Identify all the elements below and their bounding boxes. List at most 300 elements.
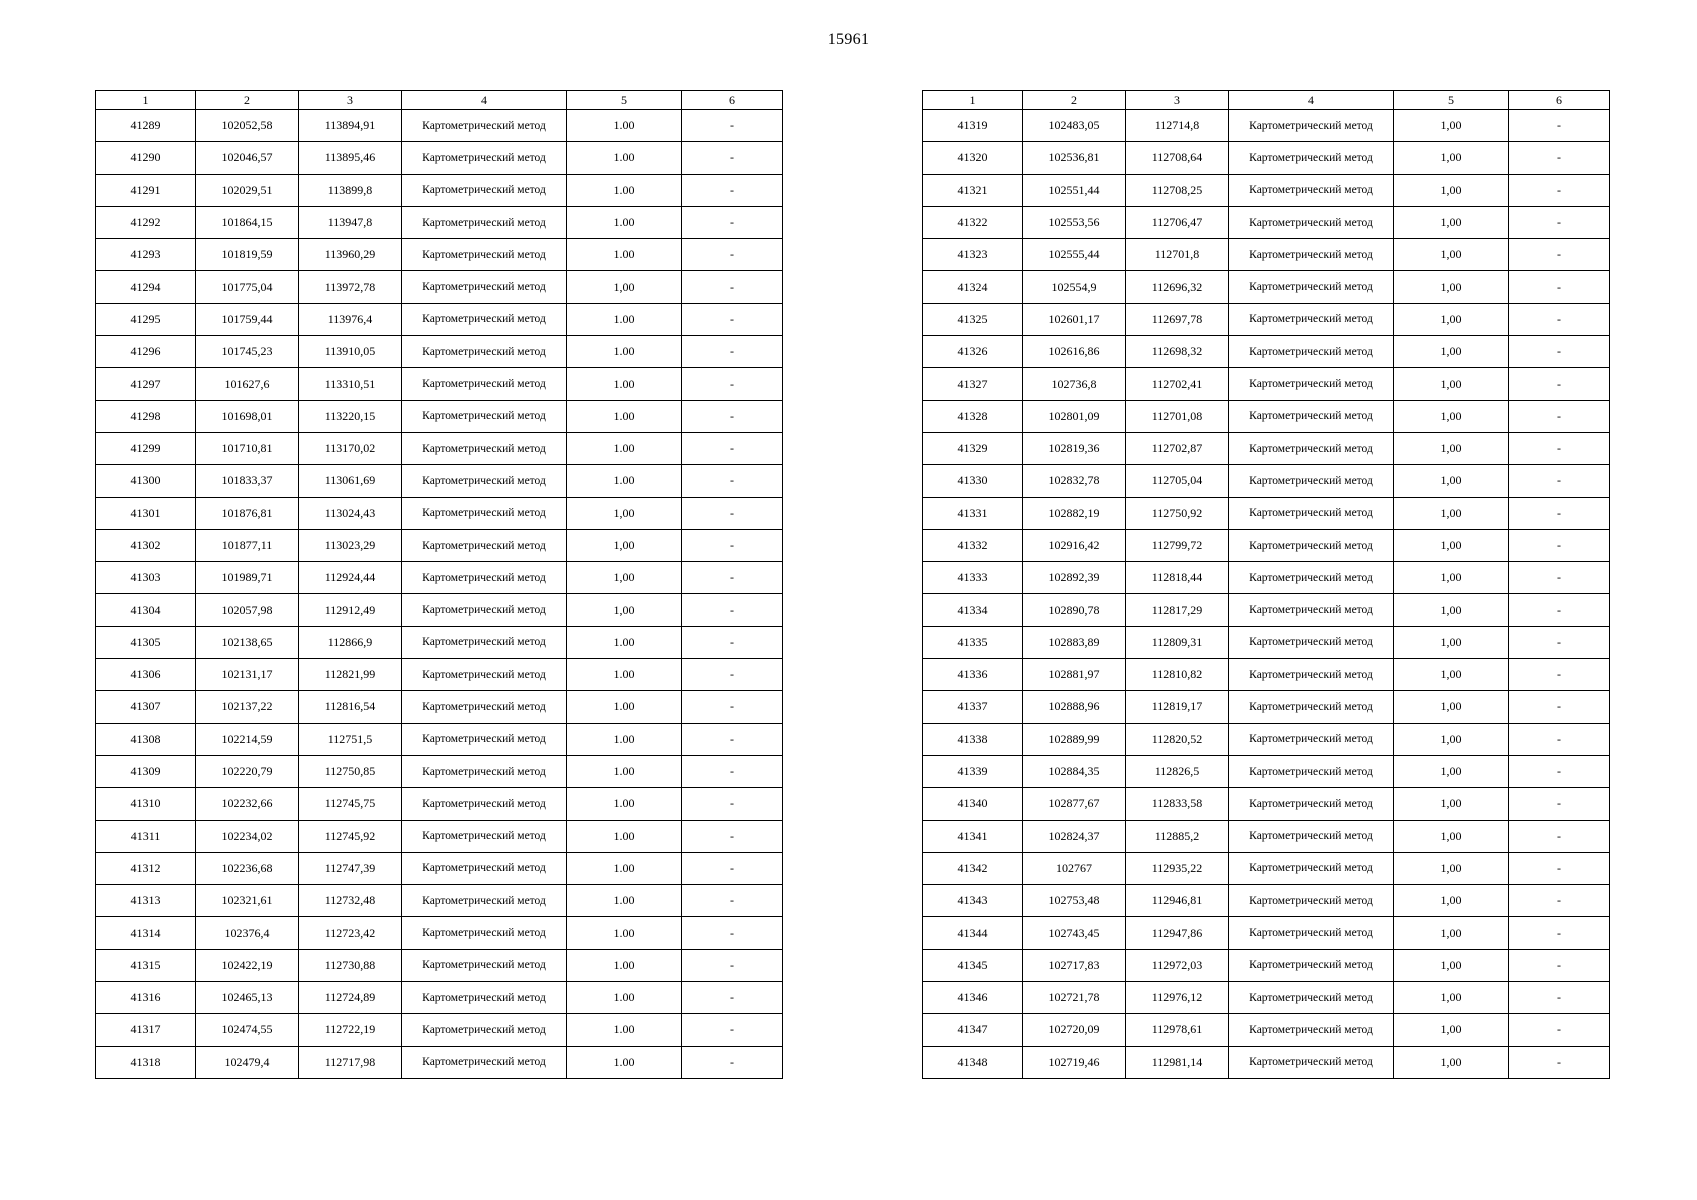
accuracy-cell: 1.00 [567, 820, 682, 852]
point-number-cell: 41348 [923, 1046, 1023, 1078]
description-cell: - [682, 303, 783, 335]
table-row [923, 432, 1610, 464]
table-row [96, 336, 783, 368]
column-header-4: 4 [1229, 91, 1394, 110]
description-cell: - [1509, 271, 1610, 303]
column-header-5: 5 [1394, 91, 1509, 110]
y-coordinate-cell: 112750,92 [1126, 497, 1229, 529]
accuracy-cell: 1.00 [567, 1014, 682, 1046]
description-cell: - [1509, 626, 1610, 658]
column-header-6: 6 [1509, 91, 1610, 110]
table-row [923, 982, 1610, 1014]
method-cell: Картометрический метод [402, 497, 567, 529]
x-coordinate-cell: 102236,68 [196, 852, 299, 884]
table-row [923, 239, 1610, 271]
x-coordinate-cell: 101698,01 [196, 400, 299, 432]
table-row [923, 755, 1610, 787]
description-cell: - [1509, 659, 1610, 691]
description-cell: - [1509, 885, 1610, 917]
table-row [96, 659, 783, 691]
accuracy-cell: 1.00 [567, 206, 682, 238]
x-coordinate-cell: 101877,11 [196, 529, 299, 561]
table-row [923, 303, 1610, 335]
description-cell: - [1509, 336, 1610, 368]
x-coordinate-cell: 102479,4 [196, 1046, 299, 1078]
description-cell: - [682, 336, 783, 368]
table-row [96, 917, 783, 949]
x-coordinate-cell: 102819,36 [1023, 432, 1126, 464]
method-cell: Картометрический метод [1229, 820, 1394, 852]
point-number-cell: 41309 [96, 755, 196, 787]
table-row [923, 659, 1610, 691]
x-coordinate-cell: 102214,59 [196, 723, 299, 755]
point-number-cell: 41297 [96, 368, 196, 400]
description-cell: - [682, 271, 783, 303]
table-row [923, 465, 1610, 497]
column-header-1: 1 [96, 91, 196, 110]
table-row [923, 949, 1610, 981]
column-header-5: 5 [567, 91, 682, 110]
description-cell: - [682, 755, 783, 787]
description-cell: - [682, 529, 783, 561]
point-number-cell: 41330 [923, 465, 1023, 497]
point-number-cell: 41304 [96, 594, 196, 626]
accuracy-cell: 1.00 [567, 755, 682, 787]
point-number-cell: 41301 [96, 497, 196, 529]
x-coordinate-cell: 102601,17 [1023, 303, 1126, 335]
x-coordinate-cell: 102321,61 [196, 885, 299, 917]
description-cell: - [1509, 820, 1610, 852]
y-coordinate-cell: 112747,39 [299, 852, 402, 884]
method-cell: Картометрический метод [402, 142, 567, 174]
accuracy-cell: 1.00 [567, 400, 682, 432]
method-cell: Картометрический метод [402, 626, 567, 658]
y-coordinate-cell: 112819,17 [1126, 691, 1229, 723]
x-coordinate-cell: 101864,15 [196, 206, 299, 238]
table-row [96, 239, 783, 271]
x-coordinate-cell: 102801,09 [1023, 400, 1126, 432]
x-coordinate-cell: 102483,05 [1023, 110, 1126, 142]
x-coordinate-cell: 102877,67 [1023, 788, 1126, 820]
method-cell: Картометрический метод [1229, 562, 1394, 594]
x-coordinate-cell: 102753,48 [1023, 885, 1126, 917]
table-row [923, 723, 1610, 755]
x-coordinate-cell: 101627,6 [196, 368, 299, 400]
table-row [96, 174, 783, 206]
y-coordinate-cell: 112745,75 [299, 788, 402, 820]
x-coordinate-cell: 102736,8 [1023, 368, 1126, 400]
point-number-cell: 41316 [96, 982, 196, 1014]
x-coordinate-cell: 102553,56 [1023, 206, 1126, 238]
table-row [923, 917, 1610, 949]
y-coordinate-cell: 113895,46 [299, 142, 402, 174]
column-header-6: 6 [682, 91, 783, 110]
x-coordinate-cell: 101989,71 [196, 562, 299, 594]
table-row [96, 142, 783, 174]
table-row [96, 626, 783, 658]
method-cell: Картометрический метод [1229, 982, 1394, 1014]
point-number-cell: 41319 [923, 110, 1023, 142]
accuracy-cell: 1.00 [567, 723, 682, 755]
x-coordinate-cell: 102465,13 [196, 982, 299, 1014]
method-cell: Картометрический метод [1229, 917, 1394, 949]
point-number-cell: 41329 [923, 432, 1023, 464]
point-number-cell: 41344 [923, 917, 1023, 949]
method-cell: Картометрический метод [402, 982, 567, 1014]
method-cell: Картометрический метод [1229, 497, 1394, 529]
table-row [96, 723, 783, 755]
method-cell: Картометрический метод [402, 659, 567, 691]
description-cell: - [1509, 594, 1610, 626]
point-number-cell: 41307 [96, 691, 196, 723]
table-row [96, 497, 783, 529]
x-coordinate-cell: 102536,81 [1023, 142, 1126, 174]
description-cell: - [1509, 755, 1610, 787]
accuracy-cell: 1,00 [1394, 691, 1509, 723]
y-coordinate-cell: 112698,32 [1126, 336, 1229, 368]
method-cell: Картометрический метод [1229, 949, 1394, 981]
y-coordinate-cell: 112818,44 [1126, 562, 1229, 594]
y-coordinate-cell: 112696,32 [1126, 271, 1229, 303]
table-row [96, 465, 783, 497]
point-number-cell: 41291 [96, 174, 196, 206]
table-row [923, 174, 1610, 206]
y-coordinate-cell: 112866,9 [299, 626, 402, 658]
accuracy-cell: 1,00 [1394, 820, 1509, 852]
method-cell: Картометрический метод [1229, 659, 1394, 691]
description-cell: - [682, 400, 783, 432]
method-cell: Картометрический метод [1229, 1014, 1394, 1046]
page-number: 15961 [827, 31, 870, 48]
accuracy-cell: 1,00 [1394, 336, 1509, 368]
y-coordinate-cell: 113960,29 [299, 239, 402, 271]
description-cell: - [1509, 432, 1610, 464]
y-coordinate-cell: 112750,85 [299, 755, 402, 787]
table-row [923, 820, 1610, 852]
accuracy-cell: 1,00 [1394, 755, 1509, 787]
table-row [923, 852, 1610, 884]
method-cell: Картометрический метод [1229, 626, 1394, 658]
method-cell: Картометрический метод [1229, 110, 1394, 142]
column-header-1: 1 [923, 91, 1023, 110]
x-coordinate-cell: 101759,44 [196, 303, 299, 335]
accuracy-cell: 1,00 [1394, 852, 1509, 884]
method-cell: Картометрический метод [1229, 1046, 1394, 1078]
x-coordinate-cell: 102616,86 [1023, 336, 1126, 368]
description-cell: - [1509, 400, 1610, 432]
accuracy-cell: 1,00 [1394, 206, 1509, 238]
description-cell: - [682, 432, 783, 464]
description-cell: - [1509, 1014, 1610, 1046]
method-cell: Картометрический метод [402, 723, 567, 755]
method-cell: Картометрический метод [402, 1014, 567, 1046]
description-cell: - [1509, 917, 1610, 949]
table-row [923, 1046, 1610, 1078]
y-coordinate-cell: 112976,12 [1126, 982, 1229, 1014]
method-cell: Картометрический метод [1229, 271, 1394, 303]
accuracy-cell: 1,00 [1394, 594, 1509, 626]
x-coordinate-cell: 102916,42 [1023, 529, 1126, 561]
accuracy-cell: 1,00 [1394, 885, 1509, 917]
y-coordinate-cell: 112717,98 [299, 1046, 402, 1078]
accuracy-cell: 1.00 [567, 110, 682, 142]
point-number-cell: 41339 [923, 755, 1023, 787]
point-number-cell: 41343 [923, 885, 1023, 917]
table-row [923, 691, 1610, 723]
method-cell: Картометрический метод [402, 885, 567, 917]
method-cell: Картометрический метод [1229, 336, 1394, 368]
y-coordinate-cell: 112723,42 [299, 917, 402, 949]
point-number-cell: 41298 [96, 400, 196, 432]
point-number-cell: 41321 [923, 174, 1023, 206]
x-coordinate-cell: 102474,55 [196, 1014, 299, 1046]
point-number-cell: 41314 [96, 917, 196, 949]
point-number-cell: 41299 [96, 432, 196, 464]
accuracy-cell: 1,00 [1394, 982, 1509, 1014]
point-number-cell: 41346 [923, 982, 1023, 1014]
point-number-cell: 41328 [923, 400, 1023, 432]
x-coordinate-cell: 101819,59 [196, 239, 299, 271]
table-row [923, 885, 1610, 917]
accuracy-cell: 1,00 [1394, 497, 1509, 529]
point-number-cell: 41289 [96, 110, 196, 142]
y-coordinate-cell: 113061,69 [299, 465, 402, 497]
x-coordinate-cell: 101833,37 [196, 465, 299, 497]
table-row [923, 206, 1610, 238]
table-row [923, 626, 1610, 658]
point-number-cell: 41311 [96, 820, 196, 852]
y-coordinate-cell: 112821,99 [299, 659, 402, 691]
description-cell: - [1509, 562, 1610, 594]
accuracy-cell: 1.00 [567, 142, 682, 174]
x-coordinate-cell: 102824,37 [1023, 820, 1126, 852]
description-cell: - [682, 239, 783, 271]
x-coordinate-cell: 102137,22 [196, 691, 299, 723]
method-cell: Картометрический метод [1229, 788, 1394, 820]
accuracy-cell: 1,00 [567, 529, 682, 561]
description-cell: - [1509, 303, 1610, 335]
coordinates-table-right [922, 90, 1610, 1079]
y-coordinate-cell: 112697,78 [1126, 303, 1229, 335]
table-row [923, 562, 1610, 594]
x-coordinate-cell: 102743,45 [1023, 917, 1126, 949]
y-coordinate-cell: 112826,5 [1126, 755, 1229, 787]
accuracy-cell: 1.00 [567, 788, 682, 820]
y-coordinate-cell: 112732,48 [299, 885, 402, 917]
table-row [96, 949, 783, 981]
point-number-cell: 41313 [96, 885, 196, 917]
accuracy-cell: 1,00 [1394, 788, 1509, 820]
method-cell: Картометрический метод [1229, 691, 1394, 723]
table-row [923, 529, 1610, 561]
accuracy-cell: 1,00 [1394, 917, 1509, 949]
accuracy-cell: 1.00 [567, 239, 682, 271]
x-coordinate-cell: 102232,66 [196, 788, 299, 820]
x-coordinate-cell: 102551,44 [1023, 174, 1126, 206]
y-coordinate-cell: 112946,81 [1126, 885, 1229, 917]
description-cell: - [1509, 239, 1610, 271]
accuracy-cell: 1.00 [567, 949, 682, 981]
accuracy-cell: 1,00 [1394, 303, 1509, 335]
method-cell: Картометрический метод [1229, 852, 1394, 884]
table-row [96, 529, 783, 561]
description-cell: - [682, 917, 783, 949]
point-number-cell: 41315 [96, 949, 196, 981]
accuracy-cell: 1.00 [567, 336, 682, 368]
y-coordinate-cell: 112972,03 [1126, 949, 1229, 981]
accuracy-cell: 1.00 [567, 885, 682, 917]
table-row [96, 303, 783, 335]
accuracy-cell: 1,00 [1394, 465, 1509, 497]
y-coordinate-cell: 112981,14 [1126, 1046, 1229, 1078]
x-coordinate-cell: 102555,44 [1023, 239, 1126, 271]
x-coordinate-cell: 102376,4 [196, 917, 299, 949]
point-number-cell: 41303 [96, 562, 196, 594]
description-cell: - [682, 142, 783, 174]
point-number-cell: 41340 [923, 788, 1023, 820]
y-coordinate-cell: 113972,78 [299, 271, 402, 303]
y-coordinate-cell: 113976,4 [299, 303, 402, 335]
description-cell: - [1509, 368, 1610, 400]
x-coordinate-cell: 102138,65 [196, 626, 299, 658]
accuracy-cell: 1.00 [567, 174, 682, 206]
table-row [96, 110, 783, 142]
description-cell: - [1509, 465, 1610, 497]
y-coordinate-cell: 112730,88 [299, 949, 402, 981]
accuracy-cell: 1.00 [567, 659, 682, 691]
x-coordinate-cell: 102717,83 [1023, 949, 1126, 981]
y-coordinate-cell: 112708,64 [1126, 142, 1229, 174]
table-row [96, 755, 783, 787]
method-cell: Картометрический метод [1229, 368, 1394, 400]
y-coordinate-cell: 112817,29 [1126, 594, 1229, 626]
description-cell: - [682, 626, 783, 658]
accuracy-cell: 1,00 [567, 562, 682, 594]
y-coordinate-cell: 112705,04 [1126, 465, 1229, 497]
accuracy-cell: 1,00 [1394, 239, 1509, 271]
point-number-cell: 41342 [923, 852, 1023, 884]
accuracy-cell: 1.00 [567, 1046, 682, 1078]
description-cell: - [1509, 982, 1610, 1014]
y-coordinate-cell: 112751,5 [299, 723, 402, 755]
x-coordinate-cell: 102882,19 [1023, 497, 1126, 529]
y-coordinate-cell: 113310,51 [299, 368, 402, 400]
description-cell: - [1509, 949, 1610, 981]
point-number-cell: 41334 [923, 594, 1023, 626]
description-cell: - [682, 820, 783, 852]
point-number-cell: 41347 [923, 1014, 1023, 1046]
table-row [96, 1046, 783, 1078]
x-coordinate-cell: 101710,81 [196, 432, 299, 464]
table-row [923, 594, 1610, 626]
description-cell: - [682, 659, 783, 691]
point-number-cell: 41293 [96, 239, 196, 271]
y-coordinate-cell: 112820,52 [1126, 723, 1229, 755]
x-coordinate-cell: 102131,17 [196, 659, 299, 691]
x-coordinate-cell: 102892,39 [1023, 562, 1126, 594]
description-cell: - [1509, 497, 1610, 529]
x-coordinate-cell: 102884,35 [1023, 755, 1126, 787]
description-cell: - [682, 982, 783, 1014]
description-cell: - [682, 110, 783, 142]
y-coordinate-cell: 112799,72 [1126, 529, 1229, 561]
x-coordinate-cell: 102767 [1023, 852, 1126, 884]
description-cell: - [682, 788, 783, 820]
description-cell: - [682, 1046, 783, 1078]
table-row [96, 1014, 783, 1046]
accuracy-cell: 1,00 [567, 271, 682, 303]
description-cell: - [1509, 142, 1610, 174]
accuracy-cell: 1.00 [567, 368, 682, 400]
y-coordinate-cell: 113910,05 [299, 336, 402, 368]
description-cell: - [1509, 174, 1610, 206]
method-cell: Картометрический метод [1229, 239, 1394, 271]
description-cell: - [1509, 110, 1610, 142]
x-coordinate-cell: 101745,23 [196, 336, 299, 368]
column-header-4: 4 [402, 91, 567, 110]
point-number-cell: 41308 [96, 723, 196, 755]
y-coordinate-cell: 112935,22 [1126, 852, 1229, 884]
description-cell: - [682, 562, 783, 594]
x-coordinate-cell: 102719,46 [1023, 1046, 1126, 1078]
point-number-cell: 41317 [96, 1014, 196, 1046]
description-cell: - [682, 206, 783, 238]
table-row [923, 1014, 1610, 1046]
method-cell: Картометрический метод [1229, 885, 1394, 917]
table-row [96, 206, 783, 238]
description-cell: - [1509, 723, 1610, 755]
accuracy-cell: 1.00 [567, 982, 682, 1014]
method-cell: Картометрический метод [402, 562, 567, 594]
y-coordinate-cell: 113220,15 [299, 400, 402, 432]
y-coordinate-cell: 112816,54 [299, 691, 402, 723]
x-coordinate-cell: 102881,97 [1023, 659, 1126, 691]
point-number-cell: 41310 [96, 788, 196, 820]
method-cell: Картометрический метод [1229, 400, 1394, 432]
accuracy-cell: 1.00 [567, 465, 682, 497]
method-cell: Картометрический метод [402, 206, 567, 238]
y-coordinate-cell: 112701,8 [1126, 239, 1229, 271]
method-cell: Картометрический метод [402, 852, 567, 884]
accuracy-cell: 1.00 [567, 626, 682, 658]
point-number-cell: 41323 [923, 239, 1023, 271]
y-coordinate-cell: 112947,86 [1126, 917, 1229, 949]
accuracy-cell: 1,00 [567, 594, 682, 626]
description-cell: - [1509, 1046, 1610, 1078]
method-cell: Картометрический метод [402, 465, 567, 497]
point-number-cell: 41296 [96, 336, 196, 368]
point-number-cell: 41295 [96, 303, 196, 335]
accuracy-cell: 1,00 [1394, 432, 1509, 464]
description-cell: - [682, 885, 783, 917]
y-coordinate-cell: 112924,44 [299, 562, 402, 594]
y-coordinate-cell: 112912,49 [299, 594, 402, 626]
x-coordinate-cell: 102888,96 [1023, 691, 1126, 723]
point-number-cell: 41290 [96, 142, 196, 174]
table-row [96, 400, 783, 432]
point-number-cell: 41294 [96, 271, 196, 303]
method-cell: Картометрический метод [402, 174, 567, 206]
method-cell: Картометрический метод [1229, 594, 1394, 626]
description-cell: - [682, 174, 783, 206]
table-header-row [923, 91, 1610, 110]
table-row [923, 368, 1610, 400]
method-cell: Картометрический метод [402, 271, 567, 303]
accuracy-cell: 1,00 [1394, 1046, 1509, 1078]
y-coordinate-cell: 112714,8 [1126, 110, 1229, 142]
accuracy-cell: 1.00 [567, 852, 682, 884]
y-coordinate-cell: 112706,47 [1126, 206, 1229, 238]
